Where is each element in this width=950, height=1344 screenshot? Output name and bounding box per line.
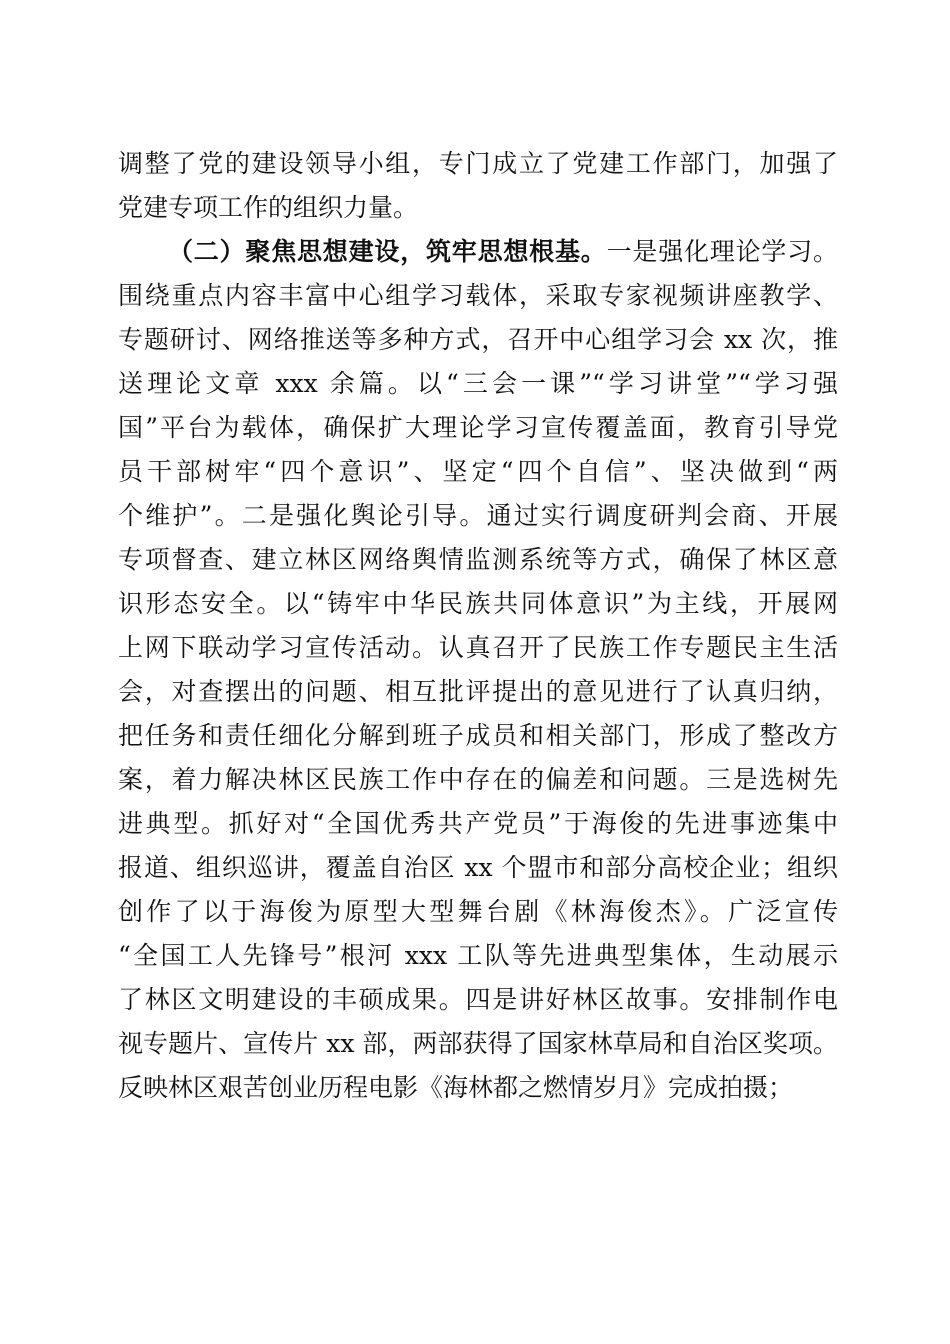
section-heading: （二）聚焦思想建设，筑牢思想根基。 xyxy=(168,237,607,266)
text-line: 员干部树牢“四个意识”、坚定“四个自信”、坚决做到“两 xyxy=(118,457,838,486)
text-line: 专项督查、建立林区网络舆情监测系统等方式，确保了林区意 xyxy=(118,545,838,574)
text-line: 上网下联动学习宣传活动。认真召开了民族工作专题民主生活 xyxy=(118,633,838,662)
text-line: 创作了以于海俊为原型大型舞台剧《林海俊杰》。广泛宣传 xyxy=(118,897,838,926)
text-line: 报道、组织巡讲，覆盖自治区 xx 个盟市和部分高校企业；组织 xyxy=(118,853,838,882)
text-line: 专题研讨、网络推送等多种方式，召开中心组学习会 xx 次，推 xyxy=(118,325,838,354)
text-line: 了林区文明建设的丰硕成果。四是讲好林区故事。安排制作电 xyxy=(118,985,838,1014)
text-line: “全国工人先锋号”根河 xxx 工队等先进典型集体，生动展示 xyxy=(118,941,838,970)
text-line: 视专题片、宣传片 xx 部，两部获得了国家林草局和自治区奖项。 xyxy=(118,1029,838,1058)
text-line: 进典型。抓好对“全国优秀共产党员”于海俊的先进事迹集中 xyxy=(118,809,838,838)
text-line: 把任务和责任细化分解到班子成员和相关部门，形成了整改方 xyxy=(118,721,838,750)
text-line: 调整了党的建设领导小组，专门成立了党建工作部门，加强了 xyxy=(118,149,838,178)
text-line: 围绕重点内容丰富中心组学习载体，采取专家视频讲座教学、 xyxy=(118,281,838,310)
text-line: 党建专项工作的组织力量。 xyxy=(118,193,419,222)
text-line: 会，对查摆出的问题、相互批评提出的意见进行了认真归纳， xyxy=(118,677,838,706)
text-line: 送理论文章 xxx 余篇。以“三会一课”“学习讲堂”“学习强 xyxy=(118,369,838,398)
text-segment: 一是强化理论学习。 xyxy=(606,237,838,266)
text-line: 反映林区艰苦创业历程电影《海林都之燃情岁月》完成拍摄； xyxy=(118,1073,794,1102)
text-line: 案，着力解决林区民族工作中存在的偏差和问题。三是选树先 xyxy=(118,765,838,794)
text-line: 识形态安全。以“铸牢中华民族共同体意识”为主线，开展网 xyxy=(118,589,838,618)
text-line: 个维护”。二是强化舆论引导。通过实行调度研判会商、开展 xyxy=(118,501,838,530)
text-line: 国”平台为载体，确保扩大理论学习宣传覆盖面，教育引导党 xyxy=(118,413,838,442)
section-line xyxy=(168,230,838,274)
